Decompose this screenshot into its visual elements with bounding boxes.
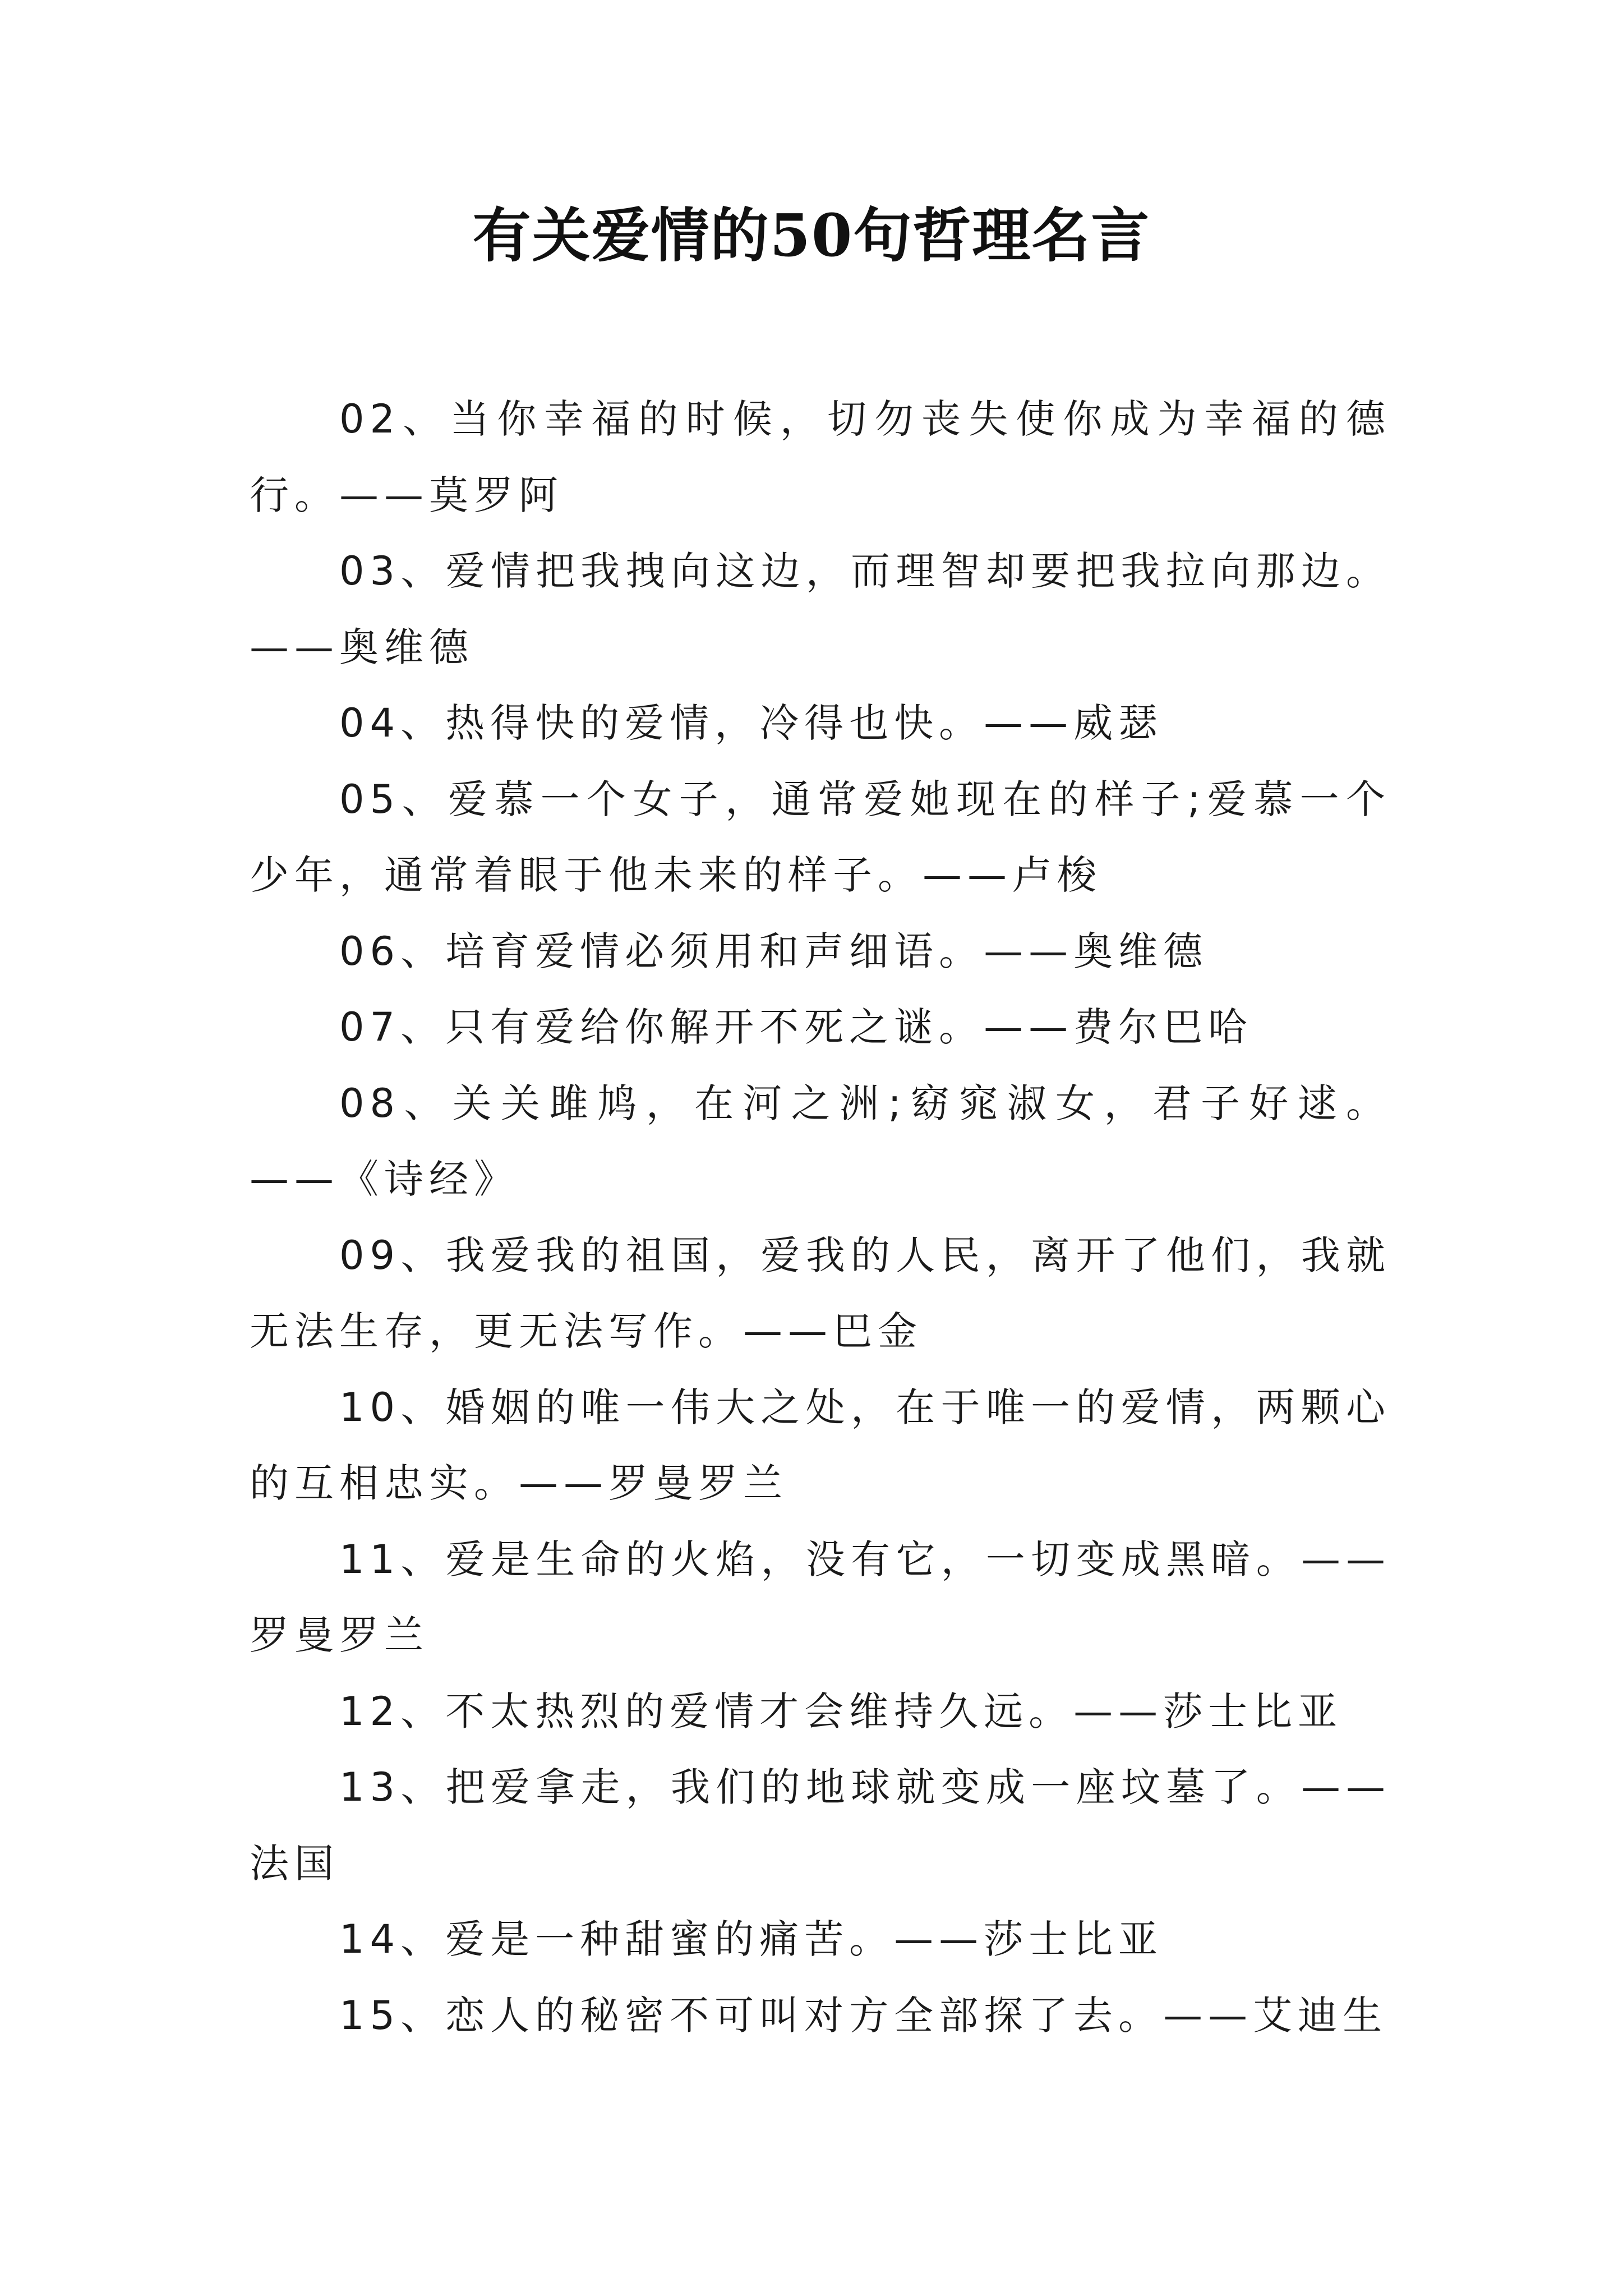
document-body xyxy=(250,381,1391,2054)
quote-paragraph: 14、爱是一种甜蜜的痛苦。——莎士比亚 xyxy=(339,1916,1164,1962)
quote-paragraph: 13、把爱拿走，我们的地球就变成一座坟墓了。——法国 xyxy=(250,1764,1391,1887)
quote-paragraph: 11、爱是生命的火焰，没有它，一切变成黑暗。——罗曼罗兰 xyxy=(250,1536,1391,1658)
quote-paragraph: 04、热得快的爱情，冷得也快。——威瑟 xyxy=(339,700,1164,746)
quote-paragraph: 10、婚姻的唯一伟大之处，在于唯一的爱情，两颗心的互相忠实。——罗曼罗兰 xyxy=(250,1384,1391,1506)
quote-paragraph: 09、我爱我的祖国，爱我的人民，离开了他们，我就无法生存，更无法写作。——巴金 xyxy=(250,1232,1391,1354)
quote-paragraph: 06、培育爱情必须用和声细语。——奥维德 xyxy=(339,928,1209,974)
quote-paragraph: 12、不太热烈的爱情才会维持久远。——莎士比亚 xyxy=(339,1688,1343,1734)
quote-paragraph: 07、只有爱给你解开不死之谜。——费尔巴哈 xyxy=(339,1004,1253,1050)
quote-paragraph: 03、爱情把我拽向这边，而理智却要把我拉向那边。——奥维德 xyxy=(250,548,1391,670)
quote-paragraph: 05、爱慕一个女子，通常爱她现在的样子;爱慕一个少年，通常着眼于他未来的样子。——卢梭 xyxy=(250,776,1391,898)
quote-paragraph: 02、当你幸福的时候，切勿丧失使你成为幸福的德行。——莫罗阿 xyxy=(250,396,1391,518)
document-title: 有关爱情的50句哲理名言 xyxy=(472,201,1151,270)
quote-paragraph: 15、恋人的秘密不可叫对方全部探了去。——艾迪生 xyxy=(339,1992,1388,2039)
quote-paragraph: 08、关关雎鸠，在河之洲;窈窕淑女，君子好逑。——《诗经》 xyxy=(250,1080,1391,1202)
